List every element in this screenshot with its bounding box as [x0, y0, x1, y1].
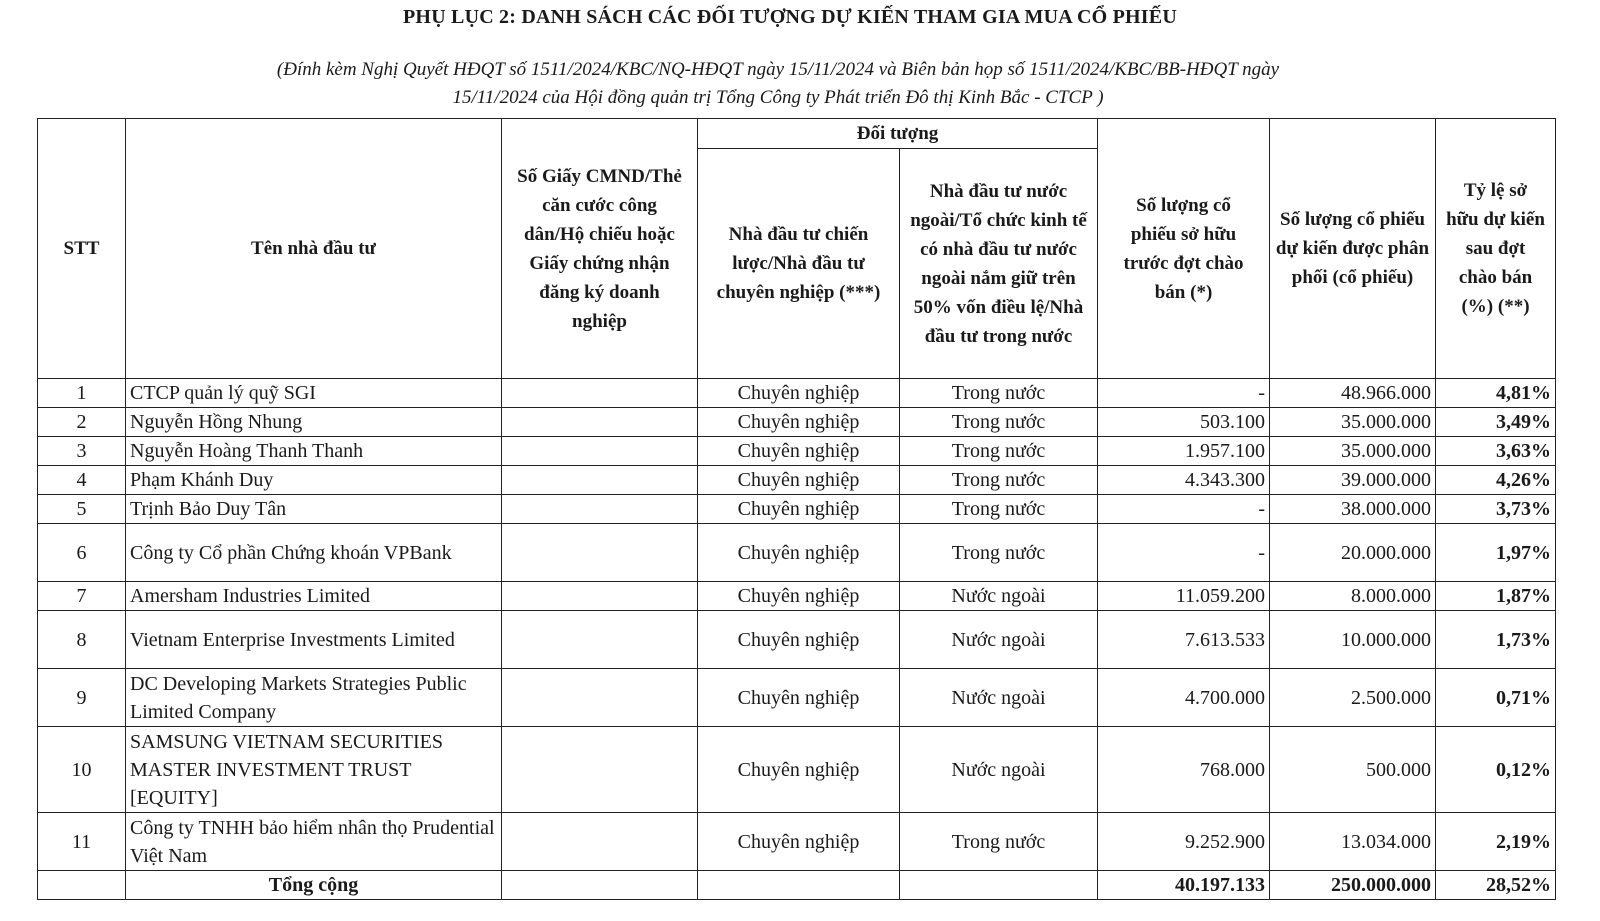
cell-stt: 10	[38, 727, 126, 813]
cell-id-document	[502, 611, 698, 669]
cell-investor-type: Chuyên nghiệp	[698, 379, 900, 408]
cell-origin: Trong nước	[900, 437, 1098, 466]
cell-shares-before: 4.700.000	[1098, 669, 1270, 727]
cell-origin: Trong nước	[900, 408, 1098, 437]
table-row	[38, 437, 1556, 466]
cell-origin: Trong nước	[900, 524, 1098, 582]
cell-id-document	[502, 495, 698, 524]
cell-stt: 6	[38, 524, 126, 582]
cell-stt: 4	[38, 466, 126, 495]
cell-stt: 11	[38, 813, 126, 871]
cell-stt: 9	[38, 669, 126, 727]
header-shares-allocated: Số lượng cổ phiếu dự kiến được phân phối (cổ phiếu)	[1270, 119, 1436, 379]
cell-ownership-ratio: 0,12%	[1436, 727, 1556, 813]
header-strategic-investor: Nhà đầu tư chiến lược/Nhà đầu tư chuyên nghiệp (***)	[698, 149, 900, 379]
cell-shares-before: 1.957.100	[1098, 437, 1270, 466]
cell-origin: Trong nước	[900, 379, 1098, 408]
total-label: Tổng cộng	[126, 871, 502, 900]
cell-shares-before: -	[1098, 524, 1270, 582]
cell-stt: 1	[38, 379, 126, 408]
header-investor-name: Tên nhà đầu tư	[126, 119, 502, 379]
cell-ownership-ratio: 1,73%	[1436, 611, 1556, 669]
cell-ownership-ratio: 3,73%	[1436, 495, 1556, 524]
cell-shares-allocated: 35.000.000	[1270, 437, 1436, 466]
cell-investor-type: Chuyên nghiệp	[698, 524, 900, 582]
table-row	[38, 466, 1556, 495]
cell-shares-before: -	[1098, 495, 1270, 524]
cell-ownership-ratio: 3,49%	[1436, 408, 1556, 437]
total-row	[38, 871, 1556, 900]
cell-stt: 2	[38, 408, 126, 437]
cell-id-document	[502, 524, 698, 582]
header-shares-before: Số lượng cổ phiếu sở hữu trước đợt chào bán (*)	[1098, 119, 1270, 379]
document-title: PHỤ LỤC 2: DANH SÁCH CÁC ĐỐI TƯỢNG DỰ KIẾN THAM GIA MUA CỔ PHIẾU	[403, 6, 1177, 28]
table-row	[38, 495, 1556, 524]
total-shares-allocated: 250.000.000	[1270, 871, 1436, 900]
cell-shares-before: 503.100	[1098, 408, 1270, 437]
cell-investor-type: Chuyên nghiệp	[698, 611, 900, 669]
document-subtitle-line1: (Đính kèm Nghị Quyết HĐQT số 1511/2024/KBC/NQ-HĐQT ngày 15/11/2024 và Biên bản họp số 1511/2024/KBC/BB-HĐQT ngày	[276, 59, 1280, 80]
cell-investor-name: Công ty Cổ phần Chứng khoán VPBank	[126, 524, 502, 582]
total-shares-before: 40.197.133	[1098, 871, 1270, 900]
cell-ownership-ratio: 1,87%	[1436, 582, 1556, 611]
cell-investor-type: Chuyên nghiệp	[698, 669, 900, 727]
cell-investor-type: Chuyên nghiệp	[698, 582, 900, 611]
cell-id-document	[502, 379, 698, 408]
investor-table	[37, 118, 1556, 900]
cell-investor-name: Nguyễn Hoàng Thanh Thanh	[126, 437, 502, 466]
cell-investor-name: Trịnh Bảo Duy Tân	[126, 495, 502, 524]
cell-shares-allocated: 8.000.000	[1270, 582, 1436, 611]
cell-investor-type: Chuyên nghiệp	[698, 466, 900, 495]
cell-stt: 5	[38, 495, 126, 524]
cell-shares-allocated: 48.966.000	[1270, 379, 1436, 408]
header-investor-group: Đối tượng	[698, 119, 1098, 149]
cell-stt: 3	[38, 437, 126, 466]
cell-shares-before: -	[1098, 379, 1270, 408]
cell-id-document	[502, 727, 698, 813]
cell-origin: Nước ngoài	[900, 669, 1098, 727]
total-ownership-ratio: 28,52%	[1436, 871, 1556, 900]
cell-shares-allocated: 13.034.000	[1270, 813, 1436, 871]
cell-investor-type: Chuyên nghiệp	[698, 813, 900, 871]
cell-investor-type: Chuyên nghiệp	[698, 727, 900, 813]
cell-investor-name: Vietnam Enterprise Investments Limited	[126, 611, 502, 669]
cell-origin: Trong nước	[900, 813, 1098, 871]
cell-origin: Nước ngoài	[900, 582, 1098, 611]
cell-stt: 7	[38, 582, 126, 611]
cell-id-document	[502, 408, 698, 437]
cell-id-document	[502, 437, 698, 466]
header-ownership-ratio: Tỷ lệ sở hữu dự kiến sau đợt chào bán (%) (**)	[1436, 119, 1556, 379]
cell-shares-before: 7.613.533	[1098, 611, 1270, 669]
cell-id-document	[502, 466, 698, 495]
cell-shares-allocated: 2.500.000	[1270, 669, 1436, 727]
cell-investor-name: Amersham Industries Limited	[126, 582, 502, 611]
cell-id-document	[502, 582, 698, 611]
cell-shares-allocated: 35.000.000	[1270, 408, 1436, 437]
cell-investor-type: Chuyên nghiệp	[698, 495, 900, 524]
cell-shares-allocated: 10.000.000	[1270, 611, 1436, 669]
cell-origin: Nước ngoài	[900, 611, 1098, 669]
cell-investor-name: DC Developing Markets Strategies Public Limited Company	[126, 669, 502, 727]
cell-investor-name: Công ty TNHH bảo hiểm nhân thọ Prudential Việt Nam	[126, 813, 502, 871]
table-row	[38, 813, 1556, 871]
table-row	[38, 669, 1556, 727]
cell-shares-allocated: 38.000.000	[1270, 495, 1436, 524]
document-subtitle-line2: 15/11/2024 của Hội đồng quản trị Tổng Công ty Phát triển Đô thị Kinh Bắc - CTCP )	[452, 87, 1104, 108]
header-foreign-domestic: Nhà đầu tư nước ngoài/Tổ chức kinh tế có nhà đầu tư nước ngoài nắm giữ trên 50% vốn điều lệ/Nhà đầu tư trong nước	[900, 149, 1098, 379]
cell-stt: 8	[38, 611, 126, 669]
cell-ownership-ratio: 1,97%	[1436, 524, 1556, 582]
cell-origin: Nước ngoài	[900, 727, 1098, 813]
table-row	[38, 408, 1556, 437]
cell-investor-type: Chuyên nghiệp	[698, 437, 900, 466]
cell-ownership-ratio: 2,19%	[1436, 813, 1556, 871]
cell-origin: Trong nước	[900, 495, 1098, 524]
cell-investor-name: Phạm Khánh Duy	[126, 466, 502, 495]
cell-shares-before: 9.252.900	[1098, 813, 1270, 871]
cell-id-document	[502, 669, 698, 727]
cell-investor-type: Chuyên nghiệp	[698, 408, 900, 437]
cell-total-empty	[900, 871, 1098, 900]
cell-shares-allocated: 20.000.000	[1270, 524, 1436, 582]
cell-investor-name: CTCP quản lý quỹ SGI	[126, 379, 502, 408]
cell-total-empty	[698, 871, 900, 900]
table-row	[38, 379, 1556, 408]
cell-ownership-ratio: 4,81%	[1436, 379, 1556, 408]
table-row	[38, 582, 1556, 611]
cell-origin: Trong nước	[900, 466, 1098, 495]
cell-shares-before: 4.343.300	[1098, 466, 1270, 495]
cell-ownership-ratio: 3,63%	[1436, 437, 1556, 466]
cell-shares-before: 768.000	[1098, 727, 1270, 813]
cell-shares-allocated: 39.000.000	[1270, 466, 1436, 495]
cell-ownership-ratio: 0,71%	[1436, 669, 1556, 727]
header-id-document: Số Giấy CMND/Thẻ căn cước công dân/Hộ chiếu hoặc Giấy chứng nhận đăng ký doanh nghiệp	[502, 119, 698, 379]
cell-ownership-ratio: 4,26%	[1436, 466, 1556, 495]
cell-investor-name: Nguyễn Hồng Nhung	[126, 408, 502, 437]
cell-total-empty	[502, 871, 698, 900]
cell-id-document	[502, 813, 698, 871]
table-row	[38, 611, 1556, 669]
cell-shares-before: 11.059.200	[1098, 582, 1270, 611]
table-row	[38, 524, 1556, 582]
cell-total-empty	[38, 871, 126, 900]
header-stt: STT	[38, 119, 126, 379]
table-row	[38, 727, 1556, 813]
cell-shares-allocated: 500.000	[1270, 727, 1436, 813]
cell-investor-name: SAMSUNG VIETNAM SECURITIES MASTER INVESTMENT TRUST [EQUITY]	[126, 727, 502, 813]
